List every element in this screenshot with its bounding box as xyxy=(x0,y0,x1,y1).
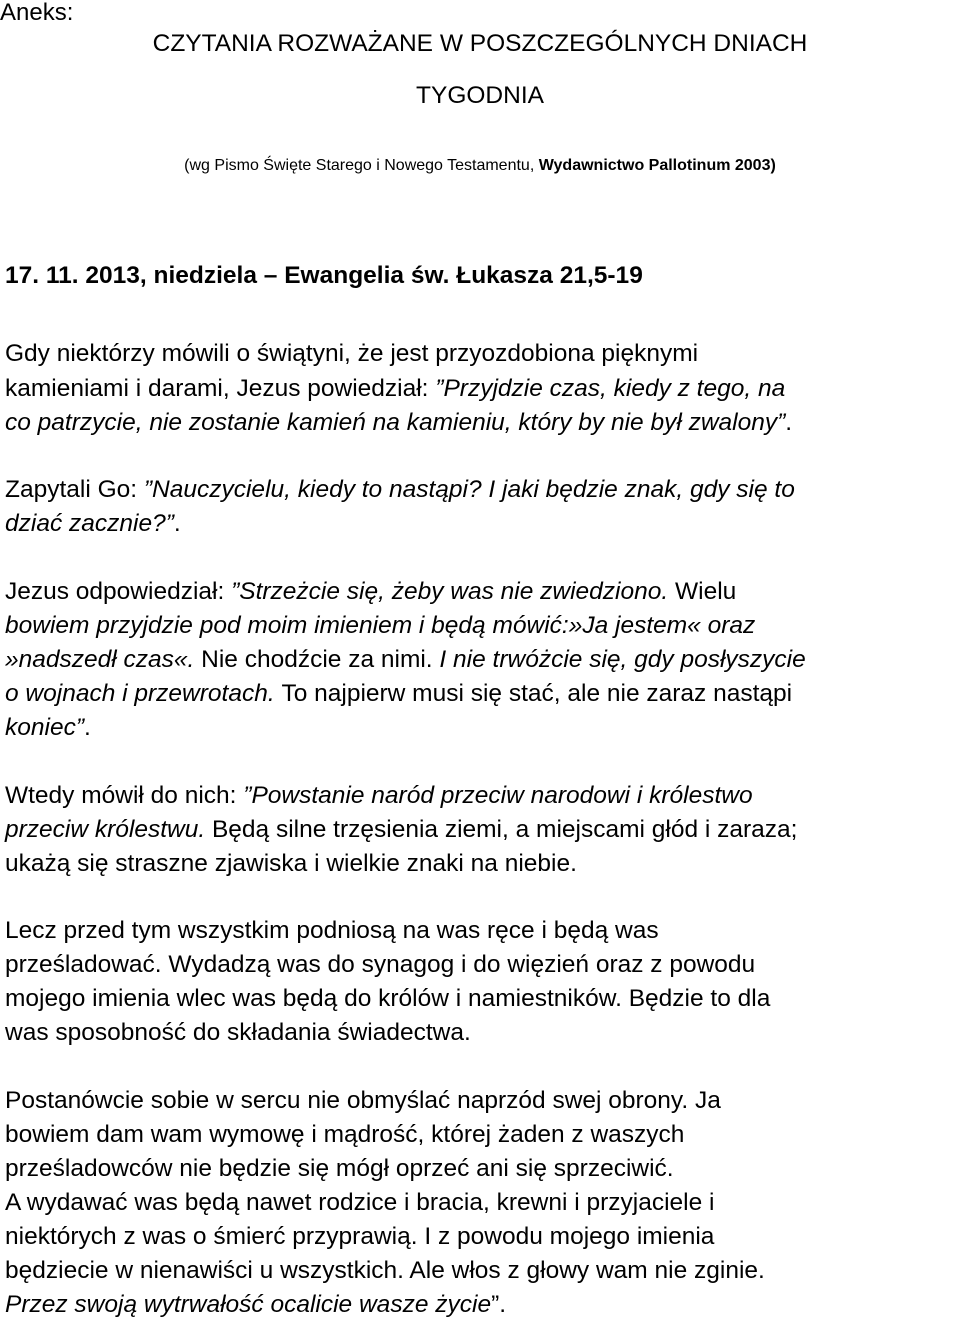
document-title-line-2: TYGODNIA xyxy=(416,82,544,109)
paragraph-5-line-4 xyxy=(5,1016,471,1050)
quoted-text: co patrzycie, nie zostanie kamień na kamieniu, który by nie był zwalony” xyxy=(5,409,786,436)
subtitle-source: (wg Pismo Święte Starego i Nowego Testamentu, xyxy=(184,157,539,174)
narrative-text: bowiem dam wam wymowę i mądrość, której żaden z waszych xyxy=(5,1121,685,1148)
narrative-text: prześladowców nie będzie się mógł oprzeć ani się sprzeciwić. xyxy=(5,1155,674,1182)
narrative-text: Wydadzą was do synagog i do więzień oraz z powodu xyxy=(168,951,756,978)
quoted-text: ”Strzeżcie się, żeby was nie zwiedziono. xyxy=(231,578,675,605)
quoted-text: »nadszedł czas«. xyxy=(5,646,202,673)
narrative-text: Nie chodźcie za nimi. xyxy=(201,646,440,673)
paragraph-3-line-5 xyxy=(5,711,91,745)
quoted-text: ”Przyjdzie czas, kiedy z tego, na xyxy=(435,375,786,402)
paragraph-3-line-2 xyxy=(5,609,755,643)
narrative-text: kamieniami i darami, Jezus powiedział: xyxy=(5,375,436,402)
paragraph-6-line-3 xyxy=(5,1152,674,1186)
narrative-text: Będą silne trzęsienia ziemi, a miejscami głód i zaraza; xyxy=(211,816,798,843)
paragraph-5-line-1 xyxy=(5,914,659,948)
paragraph-6-line-4 xyxy=(5,1186,714,1220)
quoted-text: I nie trwóżcie się, gdy posłyszycie xyxy=(439,646,806,673)
paragraph-4-line-3 xyxy=(5,847,577,881)
paragraph-6-line-5 xyxy=(5,1220,714,1254)
document-subtitle xyxy=(0,155,960,177)
paragraph-1-line-3 xyxy=(5,406,792,440)
narrative-text: będziecie w nienawiści u wszystkich. xyxy=(5,1257,410,1284)
narrative-text: Postanówcie sobie w sercu nie obmyślać naprzód swej obrony. Ja xyxy=(5,1087,721,1114)
paragraph-6-line-1 xyxy=(5,1084,721,1118)
paragraph-4-line-1 xyxy=(5,779,753,813)
narrative-text: To najpierw musi się stać, ale nie zaraz nastąpi xyxy=(281,680,793,707)
narrative-text: Lecz przed tym wszystkim podniosą na was ręce i będą was xyxy=(5,917,659,944)
paragraph-6-line-7 xyxy=(5,1288,506,1322)
paragraph-5-line-3 xyxy=(5,982,770,1016)
narrative-text: Ale włos z głowy wam nie zginie. xyxy=(409,1257,765,1284)
quoted-text: ”Powstanie naród przeciw narodowi i królestwo xyxy=(243,782,753,809)
paragraph-1-line-2 xyxy=(5,372,785,406)
quoted-text: Przez swoją wytrwałość ocalicie wasze życie xyxy=(5,1291,492,1318)
paragraph-3-line-4 xyxy=(5,677,792,711)
quoted-text: koniec” xyxy=(5,714,84,741)
narrative-text: niektórych z was o śmierć przyprawią. xyxy=(5,1223,425,1250)
paragraph-3-line-3 xyxy=(5,643,806,677)
narrative-text: A wydawać was będą nawet rodzice i bracia, krewni i przyjaciele i xyxy=(5,1189,715,1216)
quoted-text: przeciw królestwu. xyxy=(5,816,212,843)
quoted-text: dziać zacznie?” xyxy=(5,510,174,537)
paragraph-6-line-2 xyxy=(5,1118,684,1152)
paragraph-3-line-1 xyxy=(5,575,736,609)
narrative-text: . xyxy=(83,714,91,741)
narrative-text: . xyxy=(173,510,181,537)
narrative-text: I z powodu mojego imienia xyxy=(424,1223,715,1250)
narrative-text: ukażą się straszne zjawiska i wielkie znaki na niebie. xyxy=(5,850,577,877)
narrative-text: mojego imienia wlec was będą do królów i namiestników. xyxy=(5,985,629,1012)
paragraph-6-line-6 xyxy=(5,1254,765,1288)
narrative-text: Wtedy mówił do nich: xyxy=(5,782,244,809)
paragraph-1-line-1 xyxy=(5,337,698,371)
narrative-text: Wielu xyxy=(675,578,737,605)
narrative-text: Gdy niektórzy mówili o świątyni, że jest przyozdobiona pięknymi xyxy=(5,340,699,367)
narrative-text: . xyxy=(785,409,793,436)
narrative-text: Jezus odpowiedział: xyxy=(5,578,232,605)
paragraph-2-line-2 xyxy=(5,507,181,541)
paragraph-5-line-2 xyxy=(5,948,755,982)
narrative-text: Zapytali Go: xyxy=(5,476,144,503)
quoted-text: o wojnach i przewrotach. xyxy=(5,680,282,707)
paragraph-4-line-2 xyxy=(5,813,797,847)
narrative-text: Będzie to dla xyxy=(628,985,771,1012)
annex-label: Aneks: xyxy=(0,0,74,26)
narrative-text: ”. xyxy=(491,1291,507,1318)
quoted-text: bowiem przyjdzie pod moim imieniem i będą mówić:»Ja jestem« oraz xyxy=(5,612,756,639)
reading-heading: 17. 11. 2013, niedziela – Ewangelia św. Łukasza 21,5-19 xyxy=(5,262,643,289)
narrative-text: was sposobność do składania świadectwa. xyxy=(5,1019,471,1046)
narrative-text: prześladować. xyxy=(5,951,169,978)
subtitle-publisher: Wydawnictwo Pallotinum 2003) xyxy=(538,157,776,174)
document-title-line-1: CZYTANIA ROZWAŻANE W POSZCZEGÓLNYCH DNIACH xyxy=(152,30,808,57)
quoted-text: ”Nauczycielu, kiedy to nastąpi? I jaki będzie znak, gdy się to xyxy=(143,476,795,503)
paragraph-2-line-1 xyxy=(5,473,795,507)
